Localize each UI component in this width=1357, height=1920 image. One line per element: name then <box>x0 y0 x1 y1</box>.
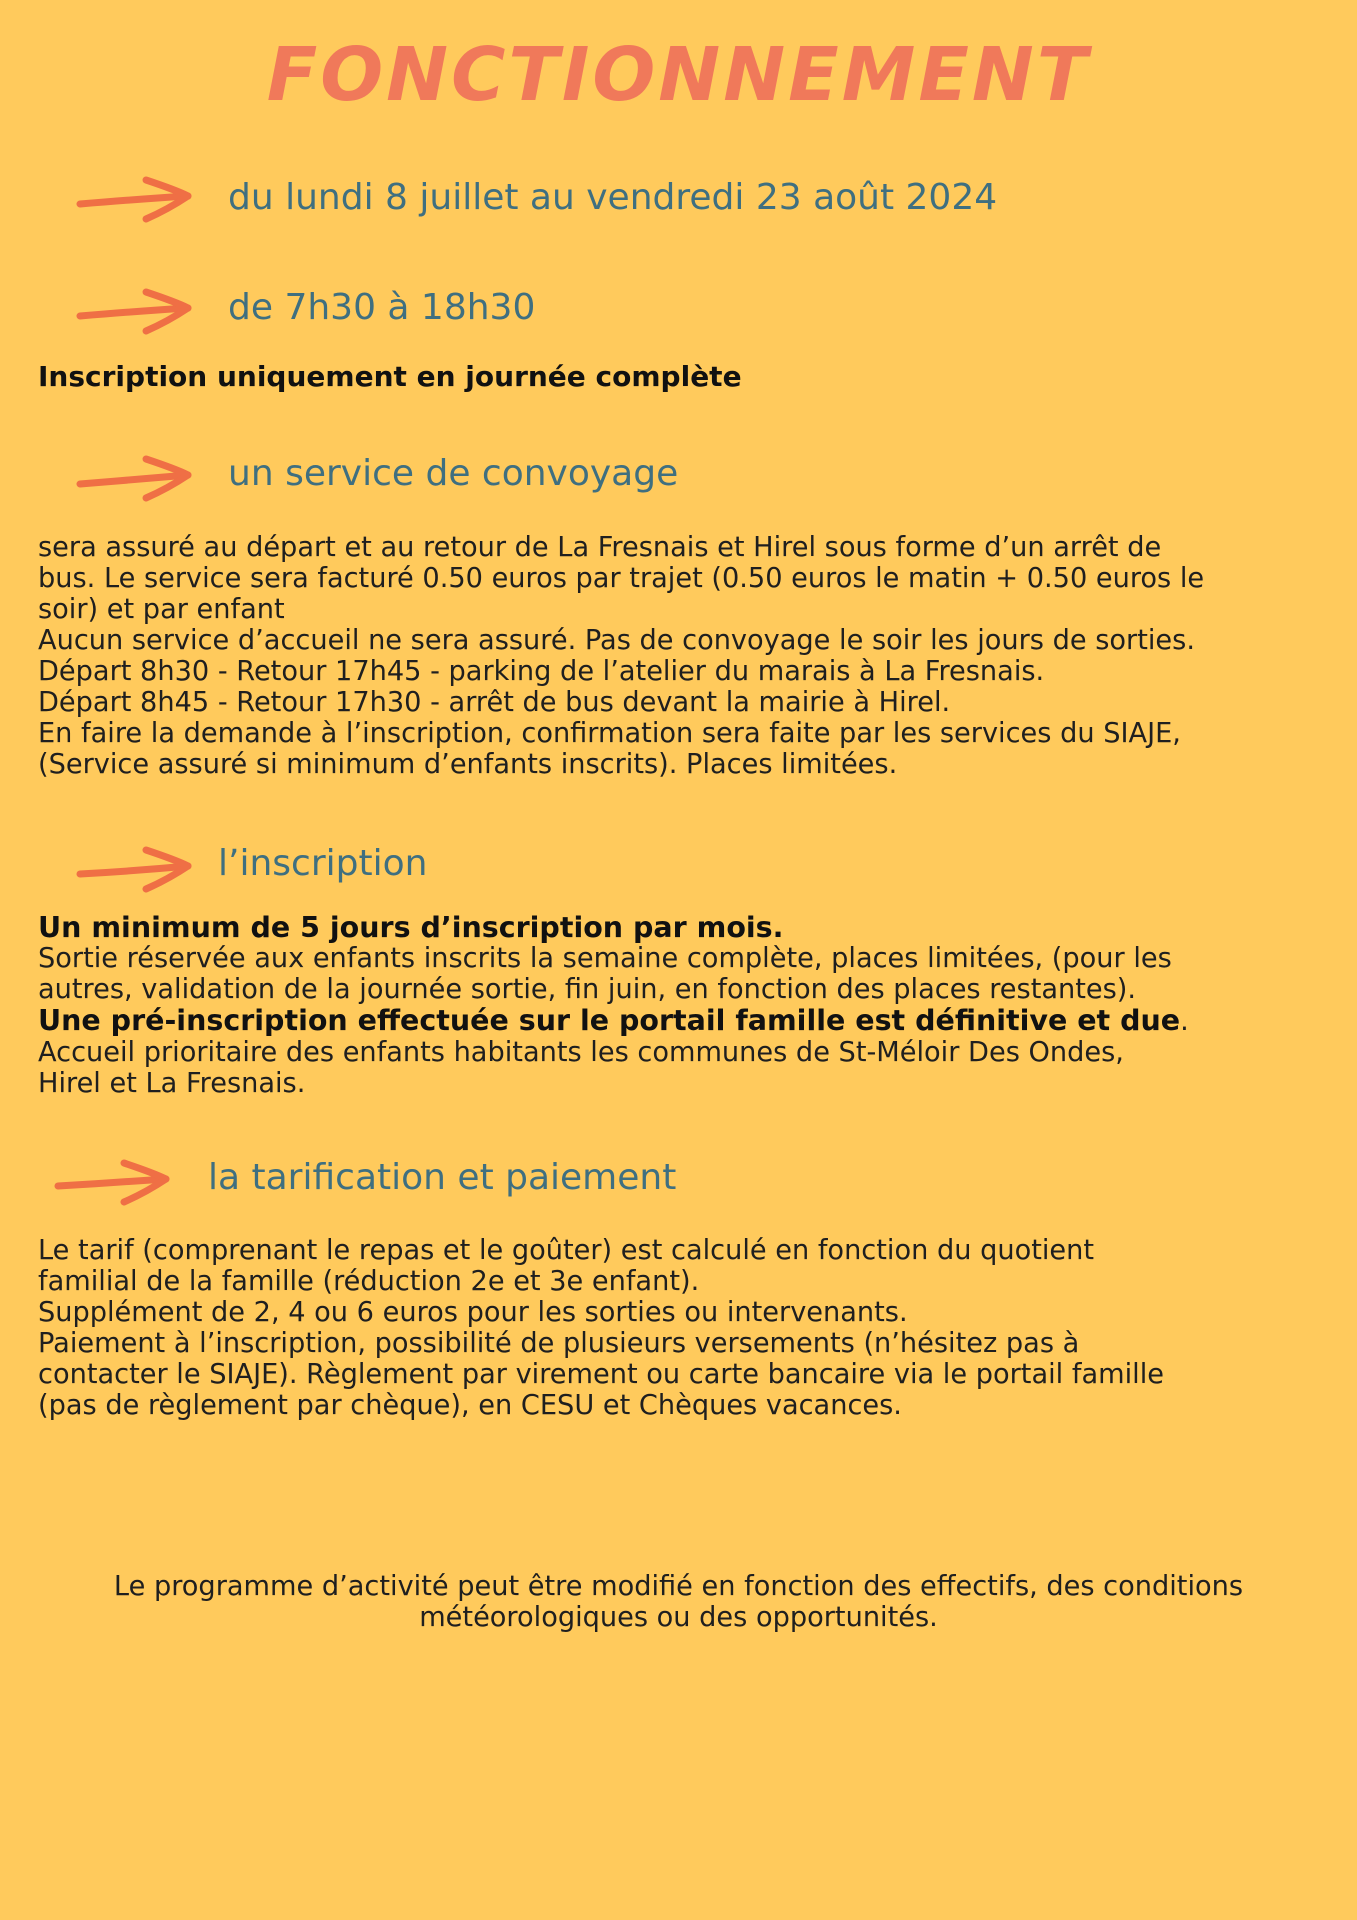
disclaimer-line: Le programme d’activité peut être modifié en fonction des effectifs, des conditions <box>113 1571 1244 1602</box>
page-title: FONCTIONNEMENT <box>266 32 1091 118</box>
minimum-days-note: Un minimum de 5 jours d’inscription par mois. <box>38 911 784 944</box>
arrow-right-icon <box>76 448 196 508</box>
pricing-heading: la tarification et paiement <box>208 1157 677 1198</box>
priority-line: Accueil prioritaire des enfants habitants les communes de St-Méloir Des Ondes, <box>38 1037 1124 1068</box>
outing-line: Sortie réservée aux enfants inscrits la semaine complète, places limitées, (pour les <box>38 943 1172 974</box>
convoy-line: Aucun service d’accueil ne sera assuré. Pas de convoyage le soir les jours de sorties. <box>38 625 1195 656</box>
pricing-line: contacter le SIAJE). Règlement par virement ou carte bancaire via le portail famille <box>38 1359 1164 1390</box>
convoy-line: En faire la demande à l’inscription, confirmation sera faite par les services du SIAJE, <box>38 718 1181 749</box>
pricing-paragraph <box>38 1235 1338 1421</box>
convoy-paragraph <box>38 532 1338 780</box>
convoy-line: (Service assuré si minimum d’enfants inscrits). Places limitées. <box>38 749 898 780</box>
preregistration-end: . <box>1180 1006 1189 1037</box>
arrow-right-icon <box>76 172 196 232</box>
full-day-note: Inscription uniquement en journée complète <box>38 360 742 393</box>
pricing-row <box>54 1152 1054 1212</box>
preregistration-line <box>38 1005 1338 1037</box>
convoy-line: Départ 8h45 - Retour 17h30 - arrêt de bus devant la mairie à Hirel. <box>38 687 951 718</box>
convoy-line: soir) et par enfant <box>38 594 285 625</box>
hours-heading: de 7h30 à 18h30 <box>228 287 536 328</box>
arrow-right-icon <box>76 282 196 342</box>
convoy-row <box>76 448 1076 508</box>
pricing-line: (pas de règlement par chèque), en CESU et Chèques vacances. <box>38 1390 902 1421</box>
inscription-paragraph <box>38 912 1338 1099</box>
convoy-line: bus. Le service sera facturé 0.50 euros par trajet (0.50 euros le matin + 0.50 euros le <box>38 563 1205 594</box>
inscription-row <box>76 838 1076 898</box>
convoy-line: sera assuré au départ et au retour de La Fresnais et Hirel sous forme d’un arrêt de <box>38 532 1162 563</box>
hours-row <box>76 282 1076 342</box>
inscription-heading: l’inscription <box>218 843 428 884</box>
pricing-line: Paiement à l’inscription, possibilité de plusieurs versements (n’hésitez pas à <box>38 1328 1080 1359</box>
program-disclaimer <box>0 1571 1357 1633</box>
priority-line: Hirel et La Fresnais. <box>38 1068 306 1099</box>
dates-row <box>76 172 1076 232</box>
dates-heading: du lundi 8 juillet au vendredi 23 août 2024 <box>228 177 998 218</box>
convoy-heading: un service de convoyage <box>228 453 679 494</box>
convoy-line: Départ 8h30 - Retour 17h45 - parking de l’atelier du marais à La Fresnais. <box>38 656 1045 687</box>
outing-line: autres, validation de la journée sortie, fin juin, en fonction des places restantes). <box>38 974 1137 1005</box>
arrow-right-icon <box>76 838 196 898</box>
preregistration-note: Une pré-inscription effectuée sur le portail famille est définitive et due <box>38 1004 1181 1037</box>
disclaimer-line: météorologiques ou des opportunités. <box>419 1602 938 1633</box>
pricing-line: Le tarif (comprenant le repas et le goûter) est calculé en fonction du quotient <box>38 1235 1095 1266</box>
pricing-line: Supplément de 2, 4 ou 6 euros pour les sorties ou intervenants. <box>38 1297 908 1328</box>
pricing-line: familial de la famille (réduction 2e et 3e enfant). <box>38 1266 700 1297</box>
arrow-right-icon <box>54 1152 174 1212</box>
